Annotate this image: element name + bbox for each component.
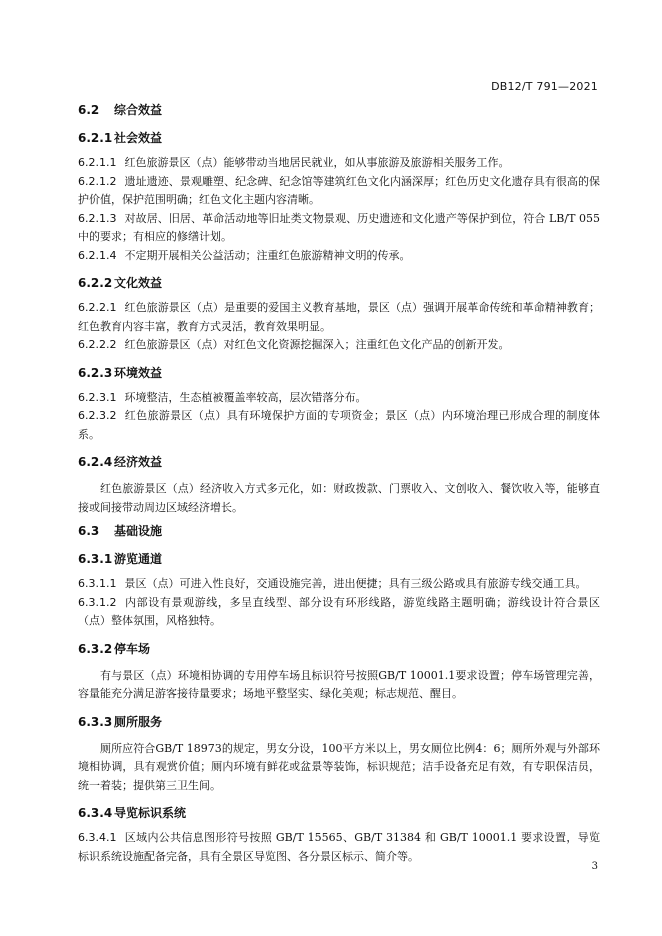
clause-number: 6.2.1.2 — [78, 174, 117, 188]
document-body — [78, 96, 600, 866]
clause-paragraph — [78, 407, 600, 444]
clause-number: 6.2.2.1 — [78, 301, 117, 314]
section-heading — [78, 452, 600, 472]
clause-paragraph — [78, 480, 600, 517]
section-heading — [78, 712, 600, 732]
section-number: 6.3.4 — [78, 806, 113, 820]
clause-text: 区域内公共信息图形符号按照 GB/T 15565、GB/T 31384 和 GB/T 10001.1 要求设置，导览标识系统设施配备完备，具有全景区导览图、各分景区标示、简介等。 — [78, 831, 600, 863]
clause-paragraph — [78, 667, 600, 704]
section-title: 厕所服务 — [114, 714, 163, 729]
section-title: 文化效益 — [114, 276, 163, 290]
section-heading — [78, 639, 600, 659]
clause-text: 红色旅游景区（点）是重要的爱国主义教育基地，景区（点）强调开展革命传统和革命精神教育；红色教育内容丰富，教育方式灵活，教育效果明显。 — [78, 301, 600, 333]
clause-paragraph — [78, 210, 600, 247]
section-number: 6.2.1 — [78, 131, 113, 145]
clause-number: 6.2.1.3 — [78, 211, 117, 225]
clause-text: 对故居、旧居、革命活动地等旧址类文物景观、历史遗迹和文化遗产等保护到位，符合 LB/T 055 中的要求；有相应的修缮计划。 — [78, 211, 600, 243]
section-number: 6.2 — [78, 103, 100, 117]
clause-number: 6.3.1.1 — [78, 577, 117, 590]
clause-text: 景区（点）可进入性良好，交通设施完善，进出便捷；具有三级公路或具有旅游专线交通工具。 — [124, 577, 587, 590]
section-heading — [78, 549, 600, 569]
clause-paragraph — [78, 173, 600, 210]
section-number: 6.3.3 — [78, 714, 113, 729]
clause-paragraph — [78, 336, 600, 355]
section-heading — [78, 273, 600, 293]
clause-text: 红色旅游景区（点）对红色文化资源挖掘深入；注重红色文化产品的创新开发。 — [124, 338, 510, 351]
clause-number: 6.3.4.1 — [78, 831, 117, 844]
section-number: 6.3.1 — [78, 552, 113, 566]
document-code: DB12/T 791—2021 — [491, 80, 598, 93]
clause-number: 6.2.3.1 — [78, 390, 117, 404]
clause-number: 6.2.1.4 — [78, 248, 117, 262]
clause-paragraph — [78, 154, 600, 173]
clause-text: 内部设有景观游线，多呈直线型、部分设有环形线路，游览线路主题明确；游线设计符合景区（点）整体氛围，风格独特。 — [78, 595, 600, 627]
clause-text: 厕所应符合GB/T 18973的规定，男女分设，100平方米以上，男女厕位比例4：6；厕所外观与外部环境相协调，具有观赏价值；厕内环境有鲜花或盆景等装饰，标识规范；洁手设备充足有效，有专职保洁员，统一着装；提供第三卫生间。 — [78, 741, 600, 792]
clause-text: 有与景区（点）环境相协调的专用停车场且标识符号按照GB/T 10001.1要求设置；停车场管理完善，容量能充分满足游客接待量要求；场地平整坚实、绿化美观；标志规范、醒目。 — [78, 668, 600, 700]
clause-text: 环境整洁，生态植被覆盖率较高，层次错落分布。 — [124, 390, 367, 404]
clause-text: 红色旅游景区（点）具有环境保护方面的专项资金；景区（点）内环境治理已形成合理的制度体系。 — [78, 409, 600, 441]
page-number: 3 — [591, 861, 598, 872]
section-heading — [78, 128, 600, 148]
clause-text: 红色旅游景区（点）经济收入方式多元化，如：财政拨款、门票收入、文创收入、餐饮收入等，能够直接或间接带动周边区域经济增长。 — [78, 482, 600, 514]
section-title: 综合效益 — [114, 103, 163, 117]
section-number: 6.2.4 — [78, 455, 113, 469]
clause-text: 遗址遗迹、景观雕塑、纪念碑、纪念馆等建筑红色文化内涵深厚；红色历史文化遗存具有很高的保护价值，保护范围明确；红色文化主题内容清晰。 — [78, 174, 600, 206]
clause-paragraph — [78, 594, 600, 631]
clause-text: 红色旅游景区（点）能够带动当地居民就业，如从事旅游及旅游相关服务工作。 — [124, 156, 510, 169]
section-title: 停车场 — [114, 641, 151, 656]
section-heading — [78, 521, 600, 541]
section-title: 基础设施 — [114, 524, 163, 538]
clause-number: 6.2.2.2 — [78, 338, 117, 351]
section-heading — [78, 100, 600, 120]
clause-text: 不定期开展相关公益活动；注重红色旅游精神文明的传承。 — [124, 248, 411, 262]
clause-number: 6.3.1.2 — [78, 595, 117, 609]
clause-paragraph — [78, 247, 600, 266]
section-number: 6.2.2 — [78, 276, 113, 290]
section-title: 导览标识系统 — [114, 806, 187, 820]
clause-paragraph — [78, 389, 600, 408]
clause-paragraph — [78, 740, 600, 796]
section-title: 经济效益 — [114, 455, 163, 469]
section-heading — [78, 803, 600, 823]
section-number: 6.2.3 — [78, 365, 113, 380]
section-heading — [78, 363, 600, 383]
clause-paragraph — [78, 575, 600, 594]
section-number: 6.3.2 — [78, 641, 113, 656]
section-title: 社会效益 — [114, 131, 163, 145]
section-number: 6.3 — [78, 524, 100, 538]
clause-paragraph — [78, 829, 600, 866]
clause-number: 6.2.3.2 — [78, 409, 117, 422]
clause-number: 6.2.1.1 — [78, 156, 117, 169]
clause-paragraph — [78, 299, 600, 336]
section-title: 环境效益 — [114, 365, 163, 380]
section-title: 游览通道 — [114, 552, 163, 566]
